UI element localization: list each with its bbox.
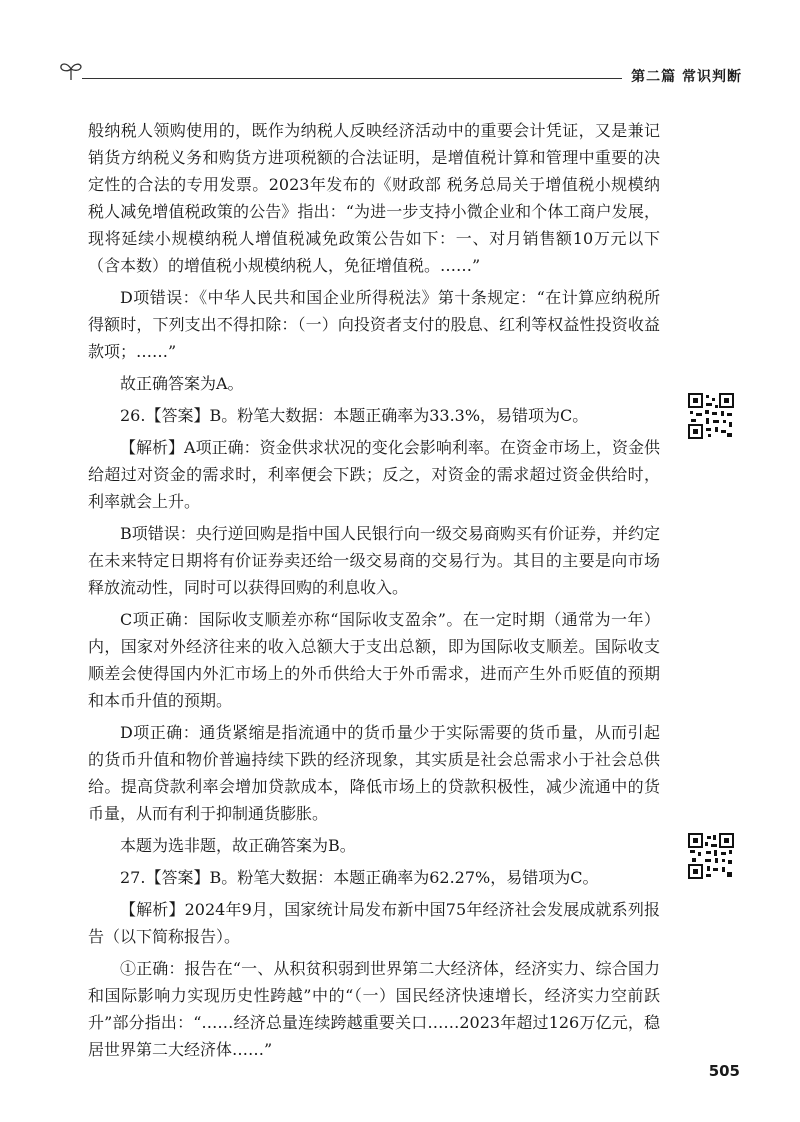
qr-code-icon[interactable] (688, 833, 734, 879)
paragraph-vat-continued: 般纳税人领购使用的，既作为纳税人反映经济活动中的重要会计凭证，又是兼记销货方纳税义务和购货方进项税额的合法证明，是增值税计算和管理中重要的决定性的合法的专用发票。2023年发布的《财政部 税务总局关于增值税小规模纳税人减免增值税政策的公告》指出：“为进一步支持小微企业和个体工商户发展，现将延续小规模纳税人增值税减免政策公告如下：一、对月销售额10万元以下（含本数）的增值税小规模纳税人，免征增值税。……” (88, 121, 660, 275)
paragraph-q26-analysis-a: 【解析】A项正确：资金供求状况的变化会影响利率。在资金市场上，资金供给超过对资金的需求时，利率便会下跌；反之，对资金的需求超过资金供给时，利率就会上升。 (88, 438, 660, 511)
section-title: 第二篇 常识判断 (631, 69, 742, 85)
paragraph-q26-conclusion: 本题为选非题，故正确答案为B。 (120, 836, 356, 855)
paragraph-option-d-tax: D项错误：《中华人民共和国企业所得税法》第十条规定：“在计算应纳税所得额时，下列支出不得扣除：（一）向投资者支付的股息、红利等权益性投资收益款项；……” (88, 288, 660, 361)
header-rule (82, 78, 622, 79)
leaf-icon (58, 60, 84, 86)
page-header (52, 58, 742, 88)
paragraph-q26-option-c: C项正确：国际收支顺差亦称“国际收支盈余”。在一定时期（通常为一年）内，国家对外经济往来的收入总额大于支出总额，即为国际收支顺差。国际收支顺差会使得国内外汇市场上的外币供给大于外币需求，进而产生外币贬值的预期和本币升值的预期。 (88, 610, 660, 710)
qr-code-icon[interactable] (688, 393, 734, 439)
page-number: 505 (708, 1062, 740, 1080)
paragraph-q27-item-1: ①正确：报告在“一、从积贫积弱到世界第二大经济体，经济实力、综合国力和国际影响力实现历史性跨越”中的“（一）国民经济快速增长，经济实力空前跃升”部分指出：“……经济总量连续跨越重要关口……2023年超过126万亿元，稳居世界第二大经济体……” (88, 959, 660, 1059)
page-content (88, 117, 660, 1068)
paragraph-q26-option-b: B项错误：央行逆回购是指中国人民银行向一级交易商购买有价证券，并约定在未来特定日期将有价证券卖还给一级交易商的交易行为。其目的主要是向市场释放流动性，同时可以获得回购的利息收入。 (88, 524, 660, 597)
paragraph-q27-analysis: 【解析】2024年9月，国家统计局发布新中国75年经济社会发展成就系列报告（以下简称报告）。 (88, 900, 660, 946)
paragraph-q26-option-d: D项正确：通货紧缩是指流通中的货币量少于实际需要的货币量，从而引起的货币升值和物价普遍持续下跌的经济现象，其实质是社会总需求小于社会总供给。提高贷款利率会增加贷款成本，降低市场上的贷款积极性，减少流通中的货币量，从而有利于抑制通货膨胀。 (88, 723, 660, 823)
paragraph-answer-25: 故正确答案为A。 (120, 374, 244, 393)
paragraph-q26-answer: 26.【答案】B。粉笔大数据：本题正确率为33.3%，易错项为C。 (120, 406, 589, 425)
paragraph-q27-answer: 27.【答案】B。粉笔大数据：本题正确率为62.27%，易错项为C。 (120, 868, 599, 887)
